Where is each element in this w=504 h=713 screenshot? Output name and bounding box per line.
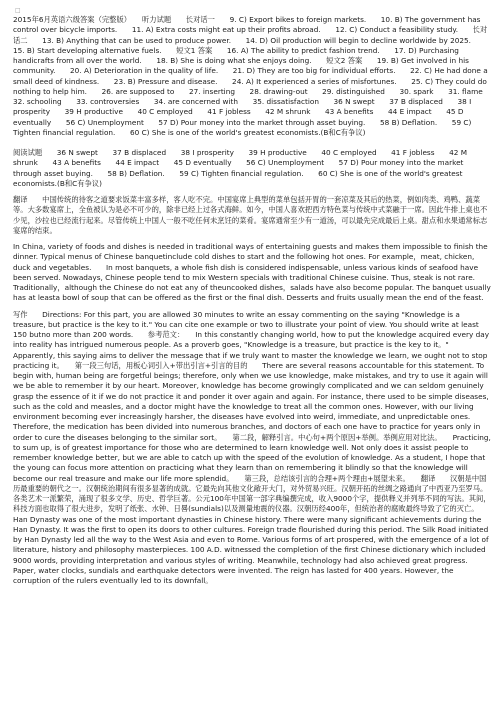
writing-section-paragraph: 写作 Directions: For this part, you are allowed 30 minutes to write an essay commenting on the saying "Knowledge is a treasure, but practice is the key to it." You can cite one example or two to illustrate your point of view. You should write at least 150 butno more than 200 words. 参考范文： In this constantly changing world, how to put the knowledge acquired every day into reality has intrigued numerous people. As a proverb goes, "Knowledge is a treasure, but practice is the key to it。" Apparently, this saying aims to deliver the message that if we truly want to master the knowledge we learn, we ought not to stop practicing it。 第一段三句话，用板心词引入+带出引言+引言的目的 There are several reasons accountable for this statement. To begin with, human being are forgetful beings; therefore, only when we use knowledge, make mistakes, and try to use it again will we be able to remember it by our heart. Moreover, knowledge has become growingly complicated and we can seldom genuinely grasp the essence of it if we do not practice it and ponder it over again and again. For instance, there used to be simple diseases, such as the cold and measles, and a doctor might have the knowledge to treat all the common ones. However, with our living environment becoming ever increasingly harsher, the diseases have evolved into weird, immediate, and unpredictable ones. Therefore, the medication has been divided into numerous branches, and doctors of each one have to practice for years only in order to cure the diseases belonging to the similar sort。 第二段，解释引言。中心句+两个原因+举例。举例应用对比法。 Practicing, to sum up, is of greatest importance for those who are determined to learn knowledge well. Not only does it assist people to remember knowledge better, but we are able to catch up with the speed of the evolution of knowledge. As a student, I hope that the young can focus more attention on practicing what they learn than on remembering it blindly so that the knowledge will become our real treasure and make our life more splendid。 第三段，总结该引言的合理+两个理由+展望未来。 翻译 汉朝是中国历最重要的朝代之一。汉朝统治期间有很多显著的成就。它最先向其他文化敞开大门，对外贸易兴旺。汉朝开拓的丝绸之路通向了中西亚乃至罗马。各类艺术一派繁荣，涌现了很多文学、历史、哲学巨著。公元100年中国第一部字典编撰完成，收入9000个字，提供释义并列举不同的写法。其间，科技方面也取得了很大进步，发明了纸张、水钟、日晷(sundials)以及测量地震的仪器。汉朝历经400年，但统治者的腐败最终导致了它的灭亡。 Han Dynasty was one of the most important dynasties in Chinese history. There were many significant achievements during the Han Dynasty. It was the first to open its doors to other cultures. Foreign trade flourished during this period. The Silk Road initiated by Han Dynasty led all the way to the West Asia and even to Rome. Various forms of art prospered, with the emergence of a lot of literature, history and philosophy masterpieces. 100 A.D. witnessed the completion of the first Chinese dictionary which included 9000 words, providing interpretation and various styles of writing. Meanwhile, technology had also achieved great progress. Paper, water clocks, sundials and earthquake detectors were invented. The reign has lasted for 400 years. However, the corruption of the rulers eventually led to its downfall。 bbox=[13, 309, 494, 585]
translation-english-paragraph: In China, variety of foods and dishes is needed in traditional ways of entertaining guests and makes them impossible to finish the dinner. Typical menus of Chinese banquetinclude cold dishes to start and the following hot ones. For example，meat, chicken, duck and vegetables. In most banquets, a whole fish dish is considered indispensable, unless various kinds of seafood have been served. Nowadays, Chinese people tend to mix Western specials with traditional Chinese cuisine. Thus, steak is not rare. Traditionally，although the Chinese do not eat any of theuncooked dishes，salads have also become popular. The banquet usually has at leasta bowl of soup that can be offered as the first or the final dish. Desserts and fruits usually mean the end of the feast. bbox=[13, 242, 494, 303]
translation-chinese-paragraph: 翻译 中国传统的待客之道要求饭菜丰富多样，客人吃不完。中国宴席上典型的菜单包括开胃的一套凉菜及其后的热菜，例如肉类、鸡鸭、蔬菜等。大多数宴席上，全鱼被认为是必不可少的，除非已经上过各式海鲜。如今，中国人喜欢把西方特色菜与传统中式菜融于一席。因此牛排上桌也不少见，沙拉也已经流行起来。尽管传统上中国人一般不吃任何未烹饪的菜肴。宴席通常至少有一道汤，可以最先完成最后上桌。甜点和水果通常标志宴席的结束。 bbox=[13, 195, 488, 235]
listening-answers-paragraph: 2015年6月英语六级答案（完整版） 听力试题 长对话一 9. C) Export bikes to foreign markets. 10. B) The government has control over bicycle imports. 11. A) Extra costs might eat up their profits abroad. 12. C) Conduct a feasibility study. 长对话二 13. B) Anything that can be used to produce power. 14. D) Oil production will begin to decline worldwide by 2025. 15. B) Start developing alternative fuels. 短文1 答案 16. A) The ability to predict fashion trend. 17. D) Purchasing handicrafts from all over the world. 18. B) She is doing what she enjoys doing. 短文2 答案 19. B) Get involved in his community. 20. A) Deterioration in the quality of life. 21. D) They are too big for individual efforts. 22. C) He had done a small deed of kindness. 23. B) Pressure and disease. 24. A) It experienced a series of misfortunes. 25. C) They could do nothing to help him. 26. are supposed to 27. inserting 28. drawing-out 29. distinguished 30. spark 31. flame 32. schooling 33. controversies 34. are concerned with 35. dissatisfaction 36 N swept 37 B displaced 38 I prosperity 39 H productive 40 C employed 41 F jobless 42 M shrunk 43 A benefits 44 E impact 45 D eventually 56 C) Unemployment 57 D) Pour money into the market through asset buying. 58 B) Deflation. 59 C) Tighten financial regulation. 60 C) She is one of the world's greatest economists.(B和C有争议) bbox=[13, 15, 498, 137]
reading-answers-paragraph: 阅读试题 36 N swept 37 B displaced 38 I prosperity 39 H productive 40 C employed 41 F jobless 42 M shrunk 43 A benefits 44 E impact 45 D eventually 56 C) Unemployment 57 D) Pour money into the market through asset buying. 58 B) Deflation. 59 C) Tighten financial regulation. 60 C) She is one of the world's greatest economists.(B和C有争议) bbox=[13, 148, 470, 188]
corner-mark: □ bbox=[15, 7, 21, 14]
